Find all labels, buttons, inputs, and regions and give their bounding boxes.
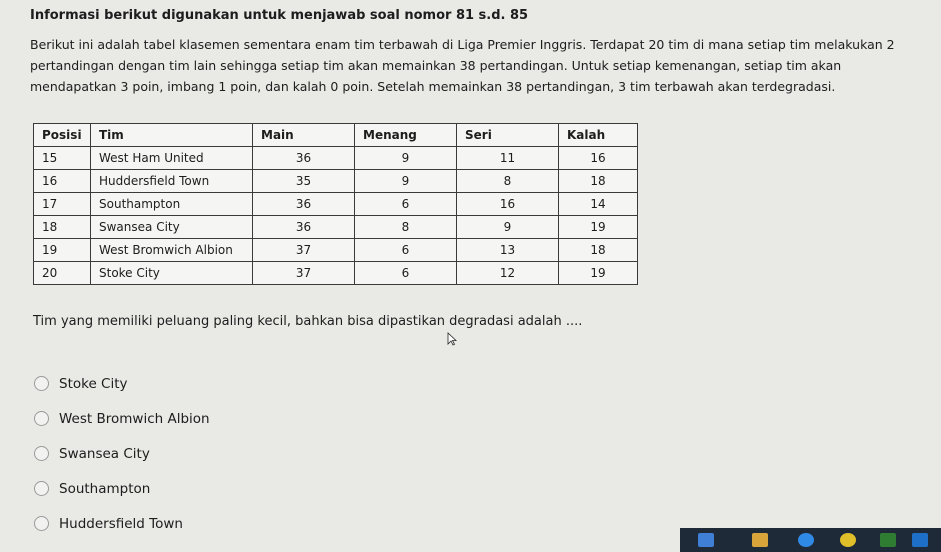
cell-main: 37 [253, 239, 355, 262]
cell-seri: 12 [457, 262, 559, 285]
option-label: Swansea City [59, 445, 150, 462]
letter-l-icon[interactable] [912, 533, 928, 547]
table-row [34, 170, 638, 193]
folder-icon[interactable] [752, 533, 768, 547]
option-label: Huddersfield Town [59, 515, 183, 532]
cell-tim: Huddersfield Town [91, 170, 253, 193]
cell-seri: 13 [457, 239, 559, 262]
cell-seri: 8 [457, 170, 559, 193]
grid-icon[interactable] [880, 533, 896, 547]
radio-button[interactable] [34, 481, 49, 496]
option-swansea-city[interactable] [34, 436, 210, 471]
cell-menang: 6 [355, 262, 457, 285]
option-label: Southampton [59, 480, 151, 497]
radio-button[interactable] [34, 376, 49, 391]
cell-posisi: 17 [34, 193, 91, 216]
standings-table [33, 123, 638, 285]
cell-kalah: 16 [559, 147, 638, 170]
option-west-bromwich-albion[interactable] [34, 401, 210, 436]
cell-kalah: 19 [559, 216, 638, 239]
cell-main: 36 [253, 147, 355, 170]
cell-tim: Stoke City [91, 262, 253, 285]
radio-button[interactable] [34, 446, 49, 461]
cell-seri: 16 [457, 193, 559, 216]
cell-kalah: 14 [559, 193, 638, 216]
section-heading: Informasi berikut digunakan untuk menjawab soal nomor 81 s.d. 85 [30, 8, 529, 23]
cell-kalah: 19 [559, 262, 638, 285]
table-row [34, 147, 638, 170]
cell-menang: 6 [355, 193, 457, 216]
table-row [34, 193, 638, 216]
cell-main: 36 [253, 193, 355, 216]
cell-menang: 9 [355, 147, 457, 170]
header-posisi: Posisi [34, 124, 91, 147]
cell-main: 36 [253, 216, 355, 239]
radio-button[interactable] [34, 516, 49, 531]
cell-menang: 8 [355, 216, 457, 239]
cell-tim: West Bromwich Albion [91, 239, 253, 262]
header-menang: Menang [355, 124, 457, 147]
answer-options [34, 366, 210, 541]
cell-main: 35 [253, 170, 355, 193]
option-southampton[interactable] [34, 471, 210, 506]
cell-seri: 9 [457, 216, 559, 239]
taskbar [680, 528, 941, 552]
cell-kalah: 18 [559, 170, 638, 193]
header-main: Main [253, 124, 355, 147]
header-tim: Tim [91, 124, 253, 147]
cell-posisi: 15 [34, 147, 91, 170]
table-row [34, 216, 638, 239]
cell-tim: Swansea City [91, 216, 253, 239]
cell-posisi: 20 [34, 262, 91, 285]
table-row [34, 239, 638, 262]
cell-menang: 6 [355, 239, 457, 262]
header-kalah: Kalah [559, 124, 638, 147]
cell-main: 37 [253, 262, 355, 285]
option-label: Stoke City [59, 375, 128, 392]
app-icon[interactable] [698, 533, 714, 547]
mouse-pointer-icon [447, 332, 457, 346]
option-stoke-city[interactable] [34, 366, 210, 401]
cell-posisi: 18 [34, 216, 91, 239]
cell-tim: Southampton [91, 193, 253, 216]
question-text: Tim yang memiliki peluang paling kecil, bahkan bisa dipastikan degradasi adalah .... [33, 314, 583, 329]
header-seri: Seri [457, 124, 559, 147]
intro-paragraph: Berikut ini adalah tabel klasemen sementara enam tim terbawah di Liga Premier Inggris. Terdapat 20 tim di mana setiap tim melakukan 2 pertandingan dengan tim lain sehingga setiap tim akan memainkan 38 pertandingan. Untuk setiap kemenangan, setiap tim akan mendapatkan 3 poin, imbang 1 poin, dan kalah 0 poin. Setelah memainkan 38 pertandingan, 3 tim terbawah akan terdegradasi. [30, 37, 895, 94]
radio-button[interactable] [34, 411, 49, 426]
cell-menang: 9 [355, 170, 457, 193]
cell-posisi: 16 [34, 170, 91, 193]
cell-seri: 11 [457, 147, 559, 170]
option-label: West Bromwich Albion [59, 410, 210, 427]
browser-icon[interactable] [798, 533, 814, 547]
cell-kalah: 18 [559, 239, 638, 262]
chrome-icon[interactable] [840, 533, 856, 547]
table-row [34, 262, 638, 285]
cell-posisi: 19 [34, 239, 91, 262]
cell-tim: West Ham United [91, 147, 253, 170]
table-header-row [34, 124, 638, 147]
option-huddersfield-town[interactable] [34, 506, 210, 541]
